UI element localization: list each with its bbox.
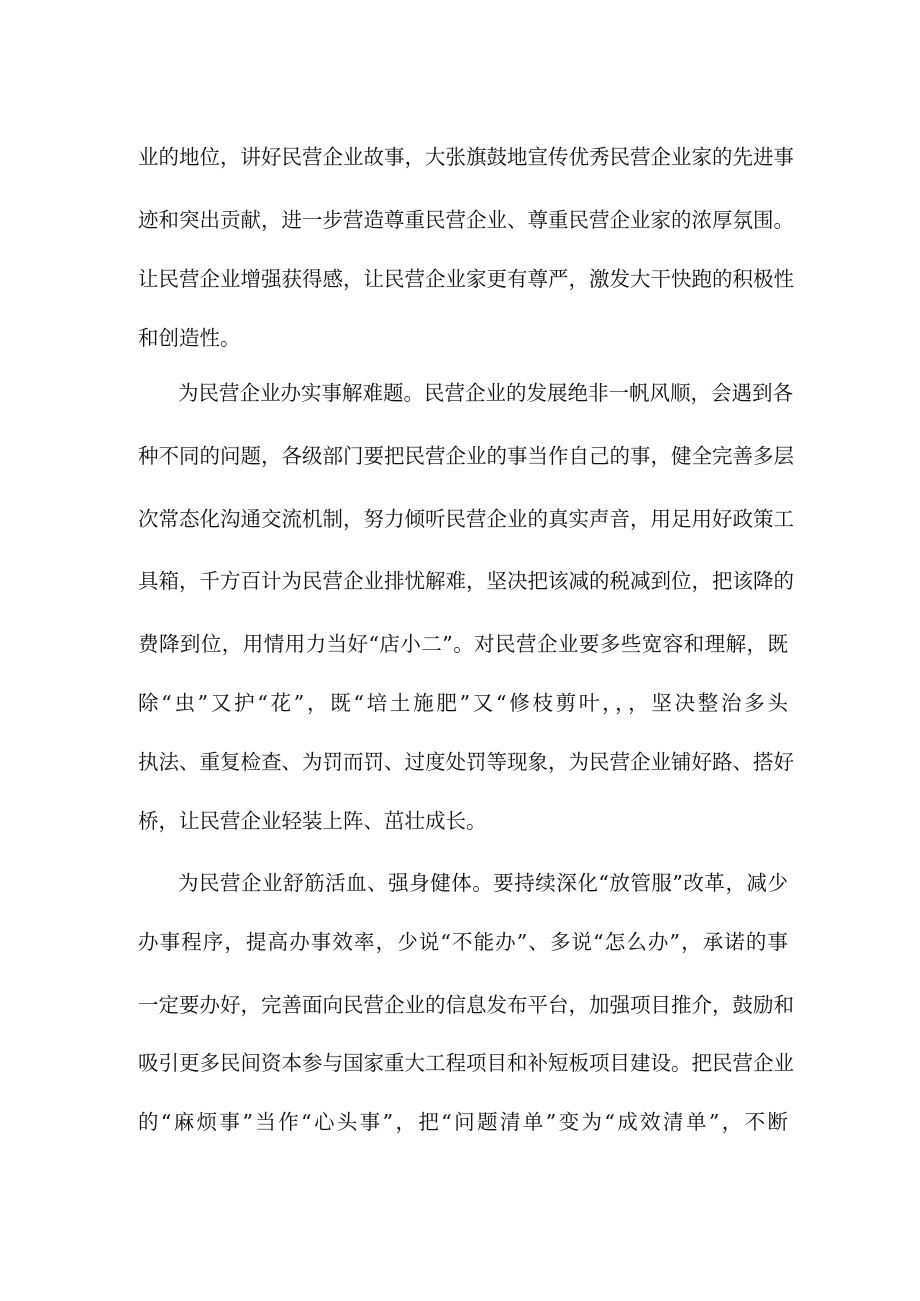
text-line: 具箱，千方百计为民营企业排忧解难，坚决把该减的税减到位，把该降的 bbox=[138, 569, 794, 593]
text-line: 一定要办好，完善面向民营企业的信息发布平台，加强项目推介，鼓励和 bbox=[138, 993, 794, 1017]
text-line: 的“麻烦事”当作“心头事”，把“问题清单”变为“成效清单”，不断 bbox=[138, 1110, 788, 1134]
text-line: 和创造性。 bbox=[138, 326, 241, 350]
text-line: 吸引更多民间资本参与国家重大工程项目和补短板项目建设。把民营企业 bbox=[138, 1051, 794, 1075]
text-line: 办事程序，提高办事效率，少说“不能办”、多说“怎么办”，承诺的事 bbox=[138, 930, 788, 954]
text-line: 业的地位，讲好民营企业故事，大张旗鼓地宣传优秀民营企业家的先进事 bbox=[138, 145, 794, 169]
text-line: 种不同的问题，各级部门要把民营企业的事当作自己的事，健全完善多层 bbox=[138, 444, 794, 468]
text-line: 迹和突出贡献，进一步营造尊重民营企业、尊重民营企业家的浓厚氛围。 bbox=[138, 208, 794, 232]
text-line: 为民营企业舒筋活血、强身健体。要持续深化“放管服”改革，减少 bbox=[178, 871, 788, 895]
text-line: 费降到位，用情用力当好“店小二”。对民营企业要多些宽容和理解，既 bbox=[138, 632, 788, 656]
text-line: 桥，让民营企业轻装上阵、茁壮成长。 bbox=[138, 809, 487, 833]
text-line: 除“虫”又护“花”，既“培土施肥”又“修枝剪叶，，，坚决整治多头 bbox=[138, 691, 788, 715]
text-line: 让民营企业增强获得感，让民营企业家更有尊严，激发大干快跑的积极性 bbox=[138, 267, 794, 291]
text-line: 执法、重复检查、为罚而罚、过度处罚等现象，为民营企业铺好路、搭好 bbox=[138, 750, 794, 774]
text-line: 为民营企业办实事解难题。民营企业的发展绝非一帆风顺，会遇到各 bbox=[178, 381, 793, 405]
text-line: 次常态化沟通交流机制，努力倾听民营企业的真实声音，用足用好政策工 bbox=[138, 507, 794, 531]
